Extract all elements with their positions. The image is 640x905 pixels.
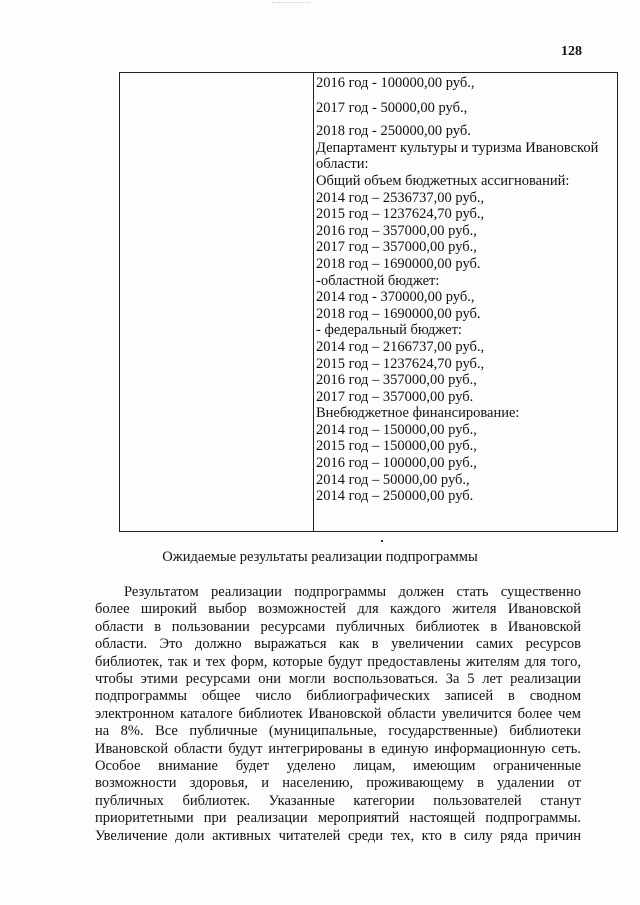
paragraph-line: на 8%. Все публичные (муниципальные, государственные) библиотеки <box>95 723 581 740</box>
scan-speck <box>381 540 383 542</box>
table-line: 2017 год – 357000,00 руб. <box>316 388 474 405</box>
table-line: 2016 год – 100000,00 руб., <box>316 455 477 472</box>
paragraph-line: возможности здоровья, и населению, проживающему в удалении от <box>95 775 581 792</box>
table-line: 2014 год – 2166737,00 руб., <box>316 338 485 355</box>
paragraph-line: публичных библиотек. Указанные категории пользователей станут <box>95 792 581 809</box>
page-number: 128 <box>561 44 582 59</box>
table-line: 2016 год - 100000,00 руб., <box>316 75 475 91</box>
table-line: -областной бюджет: <box>316 272 440 289</box>
paragraph-line: Особое внимание будет уделено лицам, имеющим ограниченные <box>95 758 581 775</box>
table-line: Внебюджетное финансирование: <box>316 405 520 422</box>
paragraph-line: подпрограммы общее число библиографических записей в сводном <box>95 688 581 705</box>
paragraph-line: Ивановской области будут интегрированы в единую информационную сеть. <box>95 740 581 757</box>
paragraph-line: области в пользовании ресурсами публичных библиотек в Ивановской <box>95 618 581 635</box>
paragraph-line: электронном каталоге библиотек Ивановской области увеличится более чем <box>95 705 581 722</box>
scan-artifact <box>272 2 310 9</box>
table-line: 2017 год – 357000,00 руб., <box>316 239 477 256</box>
paragraph-line: Результатом реализации подпрограммы должен стать существенно <box>124 584 581 600</box>
body-paragraph <box>95 584 581 845</box>
paragraph-line: чтобы этими ресурсами они могли воспользоваться. За 5 лет реализации <box>95 671 581 688</box>
table-line: 2015 год – 150000,00 руб., <box>316 438 477 455</box>
table-line: 2015 год – 1237624,70 руб., <box>316 206 485 223</box>
table-line: Общий объем бюджетных ассигнований: <box>316 172 570 189</box>
paragraph-line: области. Это должно выражаться как в увеличении самих ресурсов <box>95 636 581 653</box>
table-line: 2018 год – 1690000,00 руб. <box>316 305 481 322</box>
table-empty-left-cell <box>120 73 314 531</box>
table-line: 2014 год - 370000,00 руб., <box>316 289 475 306</box>
table-line: 2015 год – 1237624,70 руб., <box>316 355 485 372</box>
paragraph-line: более широкий выбор возможностей для каждого жителя Ивановской <box>95 601 581 618</box>
paragraph-line: Увеличение доли активных читателей среди тех, кто в силу ряда причин <box>95 827 581 844</box>
table-line: 2016 год – 357000,00 руб., <box>316 372 477 389</box>
table-line: 2014 год – 150000,00 руб., <box>316 421 477 438</box>
table-line: 2016 год – 357000,00 руб., <box>316 222 477 239</box>
paragraph-line: библиотек, так и тех форм, которые будут предоставлены жителям для того, <box>95 653 581 670</box>
section-heading: Ожидаемые результаты реализации подпрограммы <box>162 549 478 565</box>
paragraph-line: приоритетными при реализации мероприятий настоящей подпрограммы. <box>95 810 581 827</box>
table-line: Департамент культуры и туризма Ивановской <box>316 139 599 156</box>
table-line: области: <box>316 156 369 173</box>
table-line: 2017 год - 50000,00 руб., <box>316 99 468 116</box>
table-line: 2014 год – 50000,00 руб., <box>316 471 470 488</box>
table-line: 2018 год – 1690000,00 руб. <box>316 255 481 272</box>
table-line: 2018 год - 250000,00 руб. <box>316 123 471 140</box>
table-line: 2014 год – 250000,00 руб. <box>316 488 474 505</box>
budget-table <box>119 72 618 532</box>
table-funding-cell <box>316 75 615 505</box>
table-line: - федеральный бюджет: <box>316 322 462 339</box>
table-line: 2014 год – 2536737,00 руб., <box>316 189 485 206</box>
